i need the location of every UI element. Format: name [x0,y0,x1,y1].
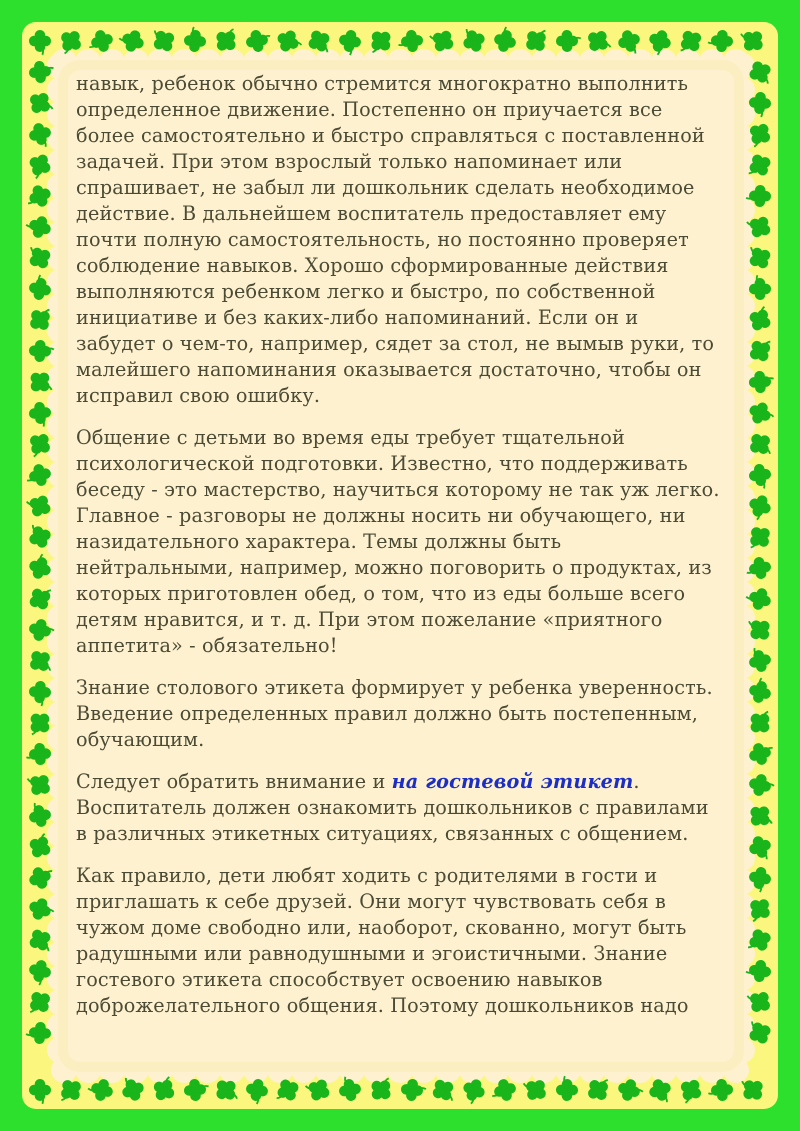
clover-icon [24,150,55,182]
paragraph-1: навык, ребенок обычно стремится многократно выполнить определенное движение. Постепенно он приучается все более самостоятельно и быстро справляться с поставленной задачей. При этом взрослый только напоминает или спрашивает, не забыл ли дошкольник сделать необходимое действие. В дальнейшем воспитатель предоставляет ему почти полную самостоятельность, но постоянно проверяет соблюдение навыков. Хорошо сформированные действия выполняются ребенком легко и быстро, по собственной инициативе и без каких-либо напоминаний. Если он и забудет о чем-то, например, сядет за стол, не вымыв руки, то малейшего напоминания оказывается достаточно, чтобы он исправил свою ошибку. [76,72,715,407]
clover-icon [29,1079,51,1104]
clover-icon [400,1078,427,1103]
clover-icon [748,370,774,394]
clover-icon [25,646,58,679]
clover-icon [645,27,674,58]
clover-icon [27,121,54,150]
clover-icon [746,676,774,706]
clover-icon [746,645,773,674]
clover-icon [86,27,116,55]
clover-icon [646,1076,675,1107]
clover-icon [425,24,458,56]
clover-icon [29,30,51,55]
clover-icon [742,985,775,1017]
clover-icon [743,150,775,181]
clover-icon [615,1076,645,1104]
clover-icon [707,29,733,53]
clover-icon [24,241,56,274]
clover-icon [673,26,706,58]
clover-icon [744,1016,775,1048]
clover-icon [744,800,777,833]
paragraph-5: Как правило, дети любят ходить с родителями в гости и приглашать к себе друзей. Они могут чувствовать себя в чужом доме свободно или, наоборот, скованно, могут быть радушными или равнодушными и эгоистичными. Знание гостевого этикета способствует освоению навыков доброжелательного общения. Поэтому дошкольников надо [76,864,689,1017]
clover-icon [25,830,56,862]
clover-icon [22,707,55,740]
clover-icon [397,29,424,54]
clover-icon [25,925,56,957]
clover-icon [26,863,57,892]
clover-icon [210,23,243,56]
clover-icon [28,60,55,85]
clover-icon [745,303,776,335]
clover-icon [28,401,52,428]
clover-icon [749,275,772,300]
clover-icon [22,768,55,801]
clover-icon [748,463,773,490]
clover-icon [743,926,774,956]
clover-icon [746,184,772,207]
clover-icon [743,612,776,645]
paragraph-2: Общение с детьми во время еды требует тщательной психологической подготовки. Известно, что поддерживать беседу - это мастерство, научиться которому не так уж легко. Главное - разговоры не должны носить ни обучающего, ни назидательного характера. Темы должны быть нейтральными, например, можно поговорить о продуктах, из которых приготовлен обед, о том, что из еды больше всего детям нравится, и т. д. При этом пожелание «приятного аппетита» - обязательно! [76,426,720,657]
clover-icon [748,91,772,118]
clover-icon [25,520,55,551]
clover-icon [744,705,777,738]
paragraph-3: Знание столового этикета формирует у ребенка уверенность. Введение определенных правил должно быть постепенным, обучающим. [76,676,713,751]
clover-icon [337,1074,363,1102]
clover-icon [25,303,58,336]
paragraph-4-intro: Следует обратить внимание и [76,770,392,793]
clover-icon [273,26,305,57]
clover-icon [745,958,772,983]
clover-icon [27,617,56,644]
clover-icon [28,339,54,362]
clover-icon [735,24,768,57]
document-body [76,71,724,1035]
clover-icon [26,551,55,582]
clover-icon [707,1078,733,1102]
clover-icon [459,1076,489,1107]
clover-icon [491,25,519,55]
clover-icon [23,429,55,462]
clover-icon [746,833,775,864]
clover-icon [743,893,776,926]
clover-icon [518,1073,551,1106]
clover-icon [183,1078,210,1102]
clover-icon [23,490,55,521]
clover-icon [271,1075,303,1106]
clover-icon [745,429,777,462]
clover-icon [337,28,363,56]
clover-icon [302,1074,334,1105]
clover-icon [556,1076,579,1101]
clover-icon [736,1072,769,1105]
clover-icon [745,492,775,523]
clover-icon [27,273,53,302]
clover-icon [745,334,778,366]
clover-icon [744,241,776,274]
clover-icon [183,26,207,53]
clover-icon [116,26,147,56]
clover-icon [489,1076,519,1104]
clover-icon [583,1073,616,1105]
clover-icon [742,521,775,554]
clover-icon [25,742,51,766]
clover-icon [23,212,54,241]
paragraph-4-rest: . Воспитатель должен ознакомить дошкольников с правилами в различных этикетных ситуациях, связанных с общением. [76,770,709,845]
clover-icon [556,30,581,53]
clover-icon [747,772,776,799]
clover-icon [25,88,58,120]
paragraph-4 [76,769,724,847]
clover-icon [365,1072,398,1105]
clover-icon [244,1077,270,1106]
guest-etiquette-highlight: на гостевой этикет [391,770,634,793]
clover-icon [147,23,179,56]
clover-icon [428,1075,460,1108]
clover-icon [54,26,87,59]
clover-icon [118,1073,148,1104]
clover-icon [25,583,57,614]
clover-icon [743,584,774,613]
clover-icon [674,1075,706,1108]
clover-icon [23,182,54,212]
clover-icon [26,800,53,829]
clover-icon [24,366,57,399]
clover-icon [26,895,57,925]
clover-icon [28,680,52,706]
clover-icon [747,865,773,893]
clover-icon [615,27,643,57]
clover-icon [53,1075,86,1108]
clover-icon [521,24,554,57]
clover-icon [742,210,775,242]
clover-icon [746,740,776,768]
clover-icon [149,1072,181,1105]
clover-icon [244,28,273,54]
clover-icon [304,26,335,58]
clover-icon [743,119,775,152]
clover-icon [583,26,616,58]
clover-icon [363,25,396,58]
clover-icon [744,555,772,581]
clover-icon [86,1076,116,1104]
clover-icon [26,958,53,987]
clover-icon [745,398,777,429]
clover-icon [22,987,55,1019]
clover-icon [24,462,53,489]
clover-icon [745,57,775,89]
clover-icon [459,24,489,55]
clover-icon [210,1074,243,1107]
clover-icon [25,1021,52,1045]
